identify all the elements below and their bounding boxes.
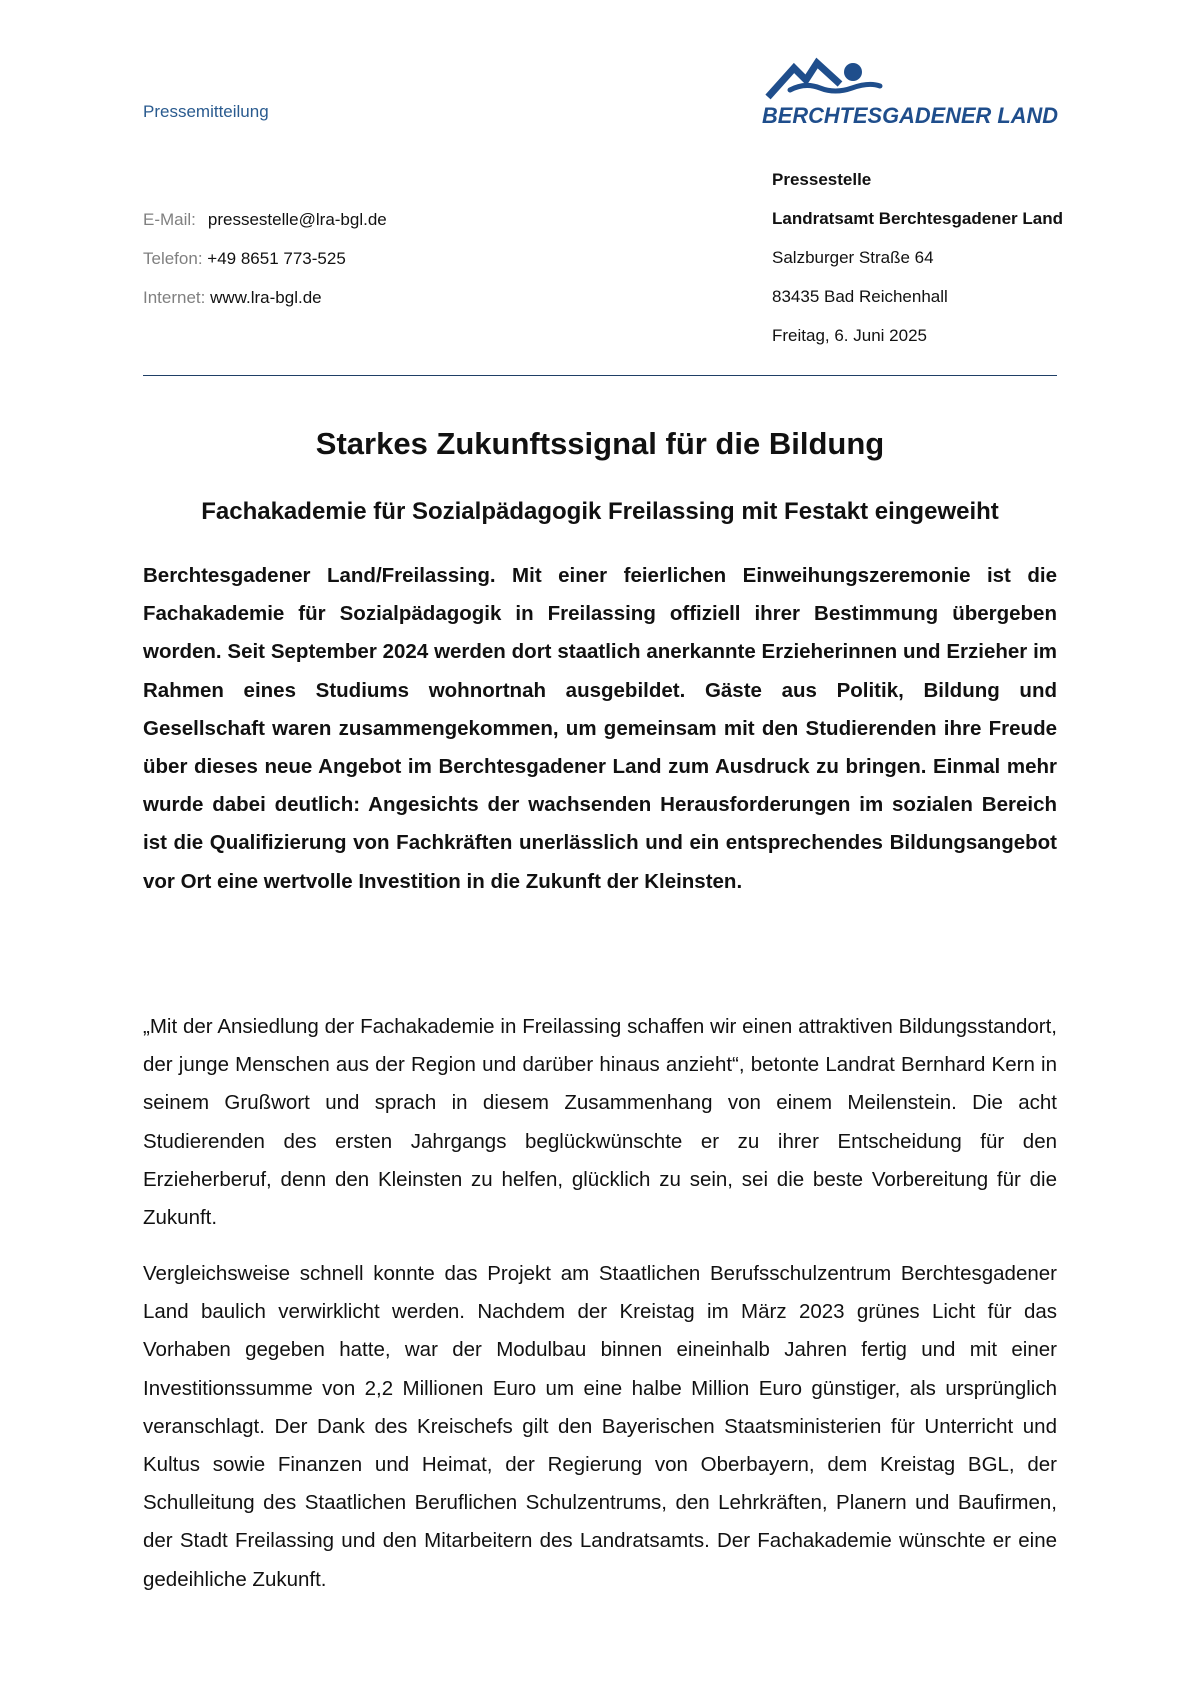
phone-value: +49 8651 773-525 xyxy=(207,249,346,268)
website-value[interactable]: www.lra-bgl.de xyxy=(210,288,322,307)
contact-info xyxy=(143,200,387,317)
body-paragraph-1: „Mit der Ansiedlung der Fachakademie in Freilassing schaffen wir einen attraktiven Bildungsstandort, der junge Menschen aus der Region und darüber hinaus anzieht“, betonte Landrat Bernhard Kern in seinem Grußwort und sprach in diesem Zusammenhang von einem Meilenstein. Die acht Studierenden des ersten Jahrgangs beglückwünschte er zu ihrer Entscheidung für den Erzieherberuf, denn den Kleinsten zu helfen, glücklich zu sein, sei die beste Vorbereitung für die Zukunft. xyxy=(143,1015,1057,1230)
berchtesgadener-land-logo xyxy=(760,54,1100,136)
office-city: 83435 Bad Reichenhall xyxy=(772,287,948,306)
body-paragraph-2: Vergleichsweise schnell konnte das Projekt am Staatlichen Berufsschulzentrum Berchtesgadener Land baulich verwirklicht werden. Nachdem der Kreistag im März 2023 grünes Licht für das Vorhaben gegeben hatte, war der Modulbau binnen eineinhalb Jahren fertig und mit einer Investitionssumme von 2,2 Millionen Euro um eine halbe Million Euro günstiger, als ursprünglich veranschlagt. Der Dank des Kreischefs gilt den Bayerischen Staatsministerien für Unterricht und Kultus sowie Finanzen und Heimat, der Regierung von Oberbayern, dem Kreistag BGL, der Schulleitung des Staatlichen Beruflichen Schulzentrums, den Lehrkräften, Planern und Baufirmen, der Stadt Freilassing und den Mitarbeitern des Landratsamts. Der Fachakademie wünschte er eine gedeihliche Zukunft. xyxy=(143,1262,1057,1591)
release-date: Freitag, 6. Juni 2025 xyxy=(772,326,927,345)
header-divider xyxy=(143,375,1057,376)
email-label: E-Mail: xyxy=(143,210,196,229)
website-label: Internet: xyxy=(143,288,206,307)
office-street: Salzburger Straße 64 xyxy=(772,248,934,267)
website-row xyxy=(143,278,387,317)
document-type-label: Pressemitteilung xyxy=(143,102,269,121)
email-value[interactable]: pressestelle@lra-bgl.de xyxy=(207,210,387,229)
office-organization: Landratsamt Berchtesgadener Land xyxy=(772,209,1063,228)
article-title: Starkes Zukunftssignal für die Bildung xyxy=(315,426,885,461)
logo-text: BERCHTESGADENER LAND xyxy=(762,103,1058,128)
lead-paragraph: Berchtesgadener Land/Freilassing. Mit einer feierlichen Einweihungszeremonie ist die Fachakademie für Sozialpädagogik in Freilassing offiziell ihrer Bestimmung übergeben worden. Seit September 2024 werden dort staatlich anerkannte Erzieherinnen und Erzieher im Rahmen eines Studiums wohnortnah ausgebildet. Gäste aus Politik, Bildung und Gesellschaft waren zusammengekommen, um gemeinsam mit den Studierenden ihre Freude über dieses neue Angebot im Berchtesgadener Land zum Ausdruck zu bringen. Einmal mehr wurde dabei deutlich: Angesichts der wachsenden Herausforderungen im sozialen Bereich ist die Qualifizierung von Fachkräften unerlässlich und ein entsprechendes Bildungsangebot vor Ort eine wertvolle Investition in die Zukunft der Kleinsten. xyxy=(143,564,1057,893)
press-office-address xyxy=(772,160,1063,355)
office-department: Pressestelle xyxy=(772,170,872,189)
article-subtitle: Fachakademie für Sozialpädagogik Freilassing mit Festakt eingeweiht xyxy=(201,498,999,525)
email-row xyxy=(143,200,387,239)
phone-label: Telefon: xyxy=(143,249,203,268)
phone-row xyxy=(143,239,387,278)
